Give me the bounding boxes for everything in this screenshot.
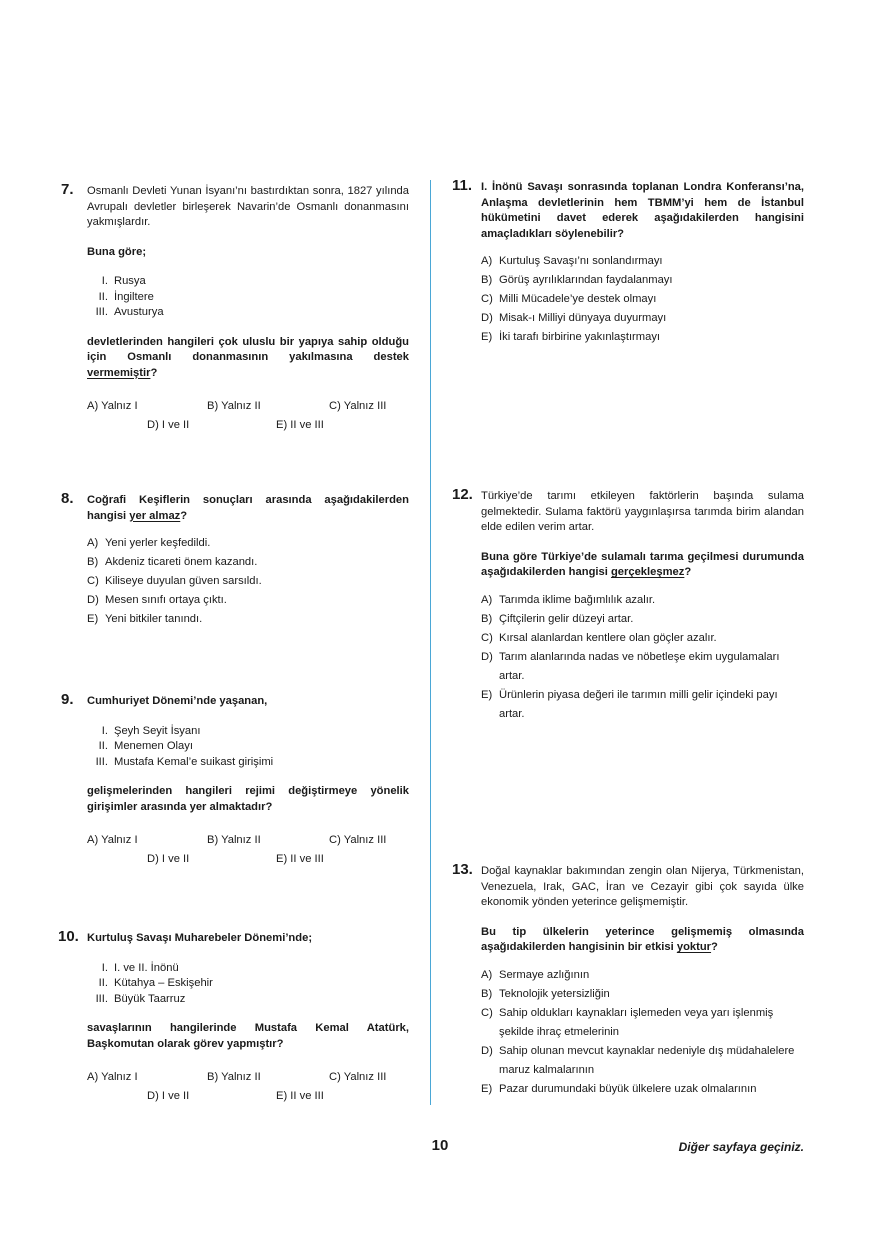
answer-options (481, 966, 804, 1099)
option-a[interactable]: A) Tarımda iklime bağımlılık azalır. (481, 593, 656, 606)
option-e[interactable]: E) Yeni bitkiler tanındı. (87, 613, 203, 625)
option-b[interactable]: B) Teknolojik yetersizliğin (481, 987, 610, 1000)
question-stem: Türkiye’de tarımı etkileyen faktörlerin başında sulama gelmektedir. Sulama faktörü yaygınlaşırsa tarımda birim alandan elde edilen verim artar. (481, 490, 804, 533)
list-item: II. Menemen Olayı (98, 740, 193, 752)
list-item: II. Kütahya – Eskişehir (98, 977, 213, 989)
option-a[interactable]: A) Yeni yerler keşfedildi. (87, 537, 211, 549)
option-b[interactable]: B) Yalnız II (207, 834, 261, 846)
page-number: 10 (431, 1137, 449, 1154)
option-d[interactable]: D) I ve II (147, 853, 190, 865)
question-lead: Cumhuriyet Dönemi’nde yaşanan, (87, 695, 268, 707)
list-item: I. I. ve II. İnönü (101, 961, 179, 974)
question-12 (452, 486, 804, 724)
question-text: Bu tip ülkelerin yeterince gelişmemiş olmasında aşağıdakilerden hangisinin bir etkisi yoktur? (481, 925, 804, 953)
list-item: II. İngiltere (98, 290, 154, 303)
question-lead: Kurtuluş Savaşı Muharebeler Dönemi’nde; (87, 932, 313, 944)
question-text: Buna göre Türkiye’de sulamalı tarıma geçilmesi durumunda aşağıdakilerden hangisi gerçekleşmez? (481, 550, 804, 578)
option-a[interactable]: A) Yalnız I (87, 834, 138, 846)
option-c[interactable]: C) Yalnız III (329, 400, 387, 412)
question-text: I. İnönü Savaşı sonrasında toplanan Londra Konferansı’na, Anlaşma devletlerinin hem TBMM’yi hem de İstanbul hükümetini davet ederek aşağıdakilerden hangisini amaçladıkları söylenebilir? (481, 181, 804, 240)
next-page-note: Diğer sayfaya geçiniz. (678, 1140, 804, 1154)
question-text: Coğrafi Keşiflerin sonuçları arasında aşağıdakilerden hangisi yer almaz? (87, 494, 409, 522)
option-d[interactable]: D) Misak-ı Milliyi dünyaya duyurmayı (481, 312, 667, 324)
option-a[interactable]: A) Sermaye azlığının (481, 968, 590, 981)
question-text: devletlerinden hangileri çok uluslu bir yapıya sahip olduğu için Osmanlı donanmasının yakılmasına destek vermemiştir? (87, 335, 409, 379)
option-d[interactable]: D) Sahip olunan mevcut kaynaklar nedeniyle dış müdahalelere maruz kalmalarının (481, 1044, 795, 1076)
question-text: gelişmelerinden hangileri rejimi değiştirmeye yönelik girişimler arasında yer almaktadır? (87, 785, 409, 813)
question-number: 13. (452, 861, 473, 878)
answer-options (87, 534, 409, 629)
option-c[interactable]: C) Yalnız III (329, 834, 387, 846)
option-a[interactable]: A) Kurtuluş Savaşı’nı sonlandırmayı (481, 255, 663, 267)
question-9 (61, 691, 409, 873)
list-item: I. Şeyh Seyit İsyanı (101, 724, 201, 737)
option-e[interactable]: E) II ve III (276, 853, 324, 865)
question-7 (61, 181, 409, 439)
answer-options (481, 591, 804, 724)
option-d[interactable]: D) I ve II (147, 1090, 190, 1102)
option-c[interactable]: C) Kırsal alanlardan kentlere olan göçler azalır. (481, 631, 717, 644)
list-item: III. Avusturya (95, 306, 164, 318)
option-e[interactable]: E) İki tarafı birbirine yakınlaştırmayı (481, 331, 661, 343)
option-b[interactable]: B) Yalnız II (207, 400, 261, 412)
list-item: III. Mustafa Kemal’e suikast girişimi (95, 755, 274, 768)
option-c[interactable]: C) Kiliseye duyulan güven sarsıldı. (87, 575, 262, 587)
question-stem: Osmanlı Devleti Yunan İsyanı’nı bastırdıktan sonra, 1827 yılında Avrupalı devletler birleşerek Navarin’de Osmanlı donanmasını yakmışlardır. (87, 185, 409, 228)
question-stem: Doğal kaynaklar bakımından zengin olan Nijerya, Türkmenistan, Venezuela, Irak, GAC, İran ve Cezayir gibi çok sayıda ülke ekonomik yönden yeterince gelişmemiştir. (481, 865, 804, 908)
option-e[interactable]: E) Pazar durumundaki büyük ülkelere uzak olmalarının (481, 1082, 757, 1095)
question-lead: Buna göre; (87, 245, 147, 258)
answer-options (481, 252, 804, 347)
question-11 (452, 177, 804, 347)
roman-list (87, 961, 409, 1008)
option-e[interactable]: E) II ve III (276, 419, 324, 431)
question-number: 8. (61, 490, 74, 507)
question-text: savaşlarının hangilerinde Mustafa Kemal Atatürk, Başkomutan olarak görev yapmıştır? (87, 1022, 409, 1050)
option-d[interactable]: D) Tarım alanlarında nadas ve nöbetleşe ekim uygulamaları artar. (481, 650, 780, 682)
option-e[interactable]: E) II ve III (276, 1090, 324, 1102)
option-d[interactable]: D) I ve II (147, 419, 190, 431)
question-13 (452, 861, 804, 1099)
list-item: III. Büyük Taarruz (95, 992, 186, 1005)
option-a[interactable]: A) Yalnız I (87, 400, 138, 412)
option-b[interactable]: B) Çiftçilerin gelir düzeyi artar. (481, 612, 634, 625)
list-item: I. Rusya (101, 275, 146, 287)
option-b[interactable]: B) Görüş ayrılıklarından faydalanmayı (481, 274, 673, 286)
answer-options (87, 833, 409, 873)
column-divider (430, 180, 431, 1105)
answer-options (87, 1070, 409, 1110)
question-number: 10. (58, 928, 79, 945)
roman-list (87, 274, 409, 321)
roman-list (87, 724, 409, 771)
option-c[interactable]: C) Milli Mücadele’ye destek olmayı (481, 293, 657, 305)
option-b[interactable]: B) Akdeniz ticareti önem kazandı. (87, 556, 258, 568)
option-a[interactable]: A) Yalnız I (87, 1071, 138, 1083)
question-number: 9. (61, 691, 74, 708)
question-number: 11. (452, 177, 473, 194)
question-number: 12. (452, 486, 473, 503)
question-number: 7. (61, 181, 74, 198)
answer-options (87, 399, 409, 439)
option-d[interactable]: D) Mesen sınıfı ortaya çıktı. (87, 594, 227, 606)
option-c[interactable]: C) Sahip oldukları kaynakları işlemeden veya yarı işlenmiş şekilde ihraç etmelerinin (481, 1006, 774, 1038)
question-8 (61, 490, 409, 629)
question-10 (58, 928, 409, 1110)
option-e[interactable]: E) Ürünlerin piyasa değeri ile tarımın milli gelir içindeki payı artar. (481, 688, 778, 720)
option-b[interactable]: B) Yalnız II (207, 1071, 261, 1083)
option-c[interactable]: C) Yalnız III (329, 1071, 387, 1083)
